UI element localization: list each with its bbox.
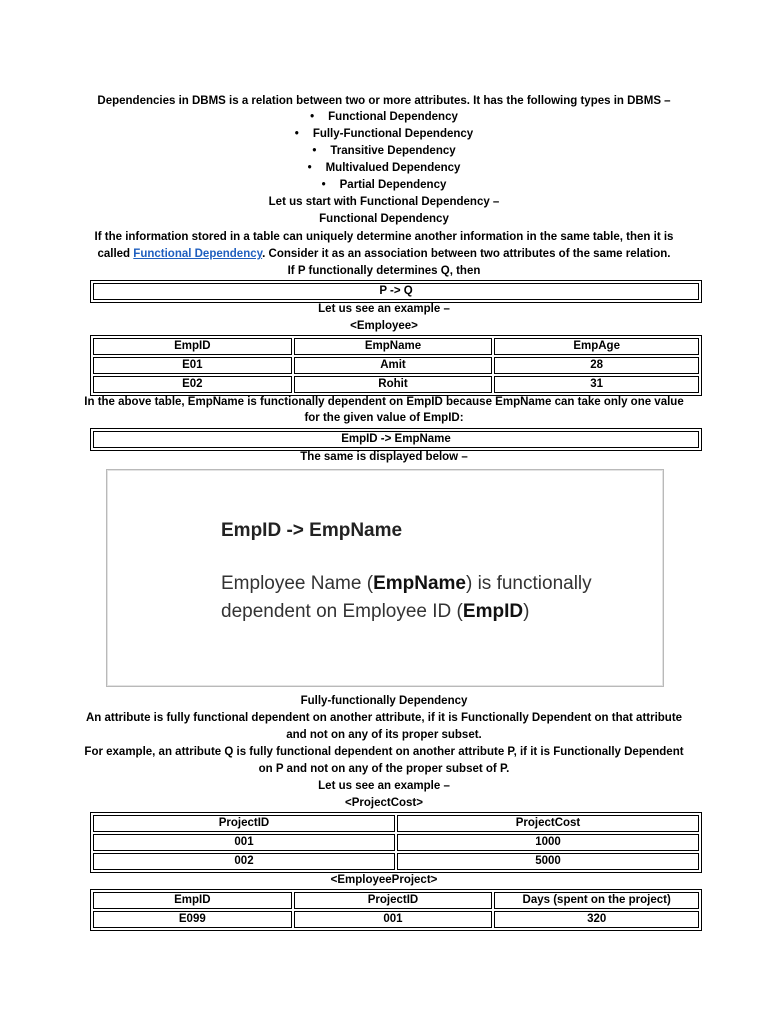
start-line: Let us start with Functional Dependency – bbox=[268, 196, 500, 208]
table-header-cell: EmpAge bbox=[494, 338, 699, 355]
table-row bbox=[93, 853, 699, 870]
list-item: • Transitive Dependency bbox=[312, 145, 456, 157]
text-span: ) bbox=[523, 601, 530, 622]
employeeproject-table bbox=[90, 889, 702, 931]
table-cell: 5000 bbox=[397, 853, 699, 870]
pq-cell: P -> Q bbox=[93, 283, 699, 300]
if-p-line: If P functionally determines Q, then bbox=[287, 265, 481, 277]
table-cell: Rohit bbox=[294, 376, 493, 393]
table-cell: 002 bbox=[93, 853, 395, 870]
table-header-row bbox=[93, 338, 699, 355]
example-line: Let us see an example – bbox=[318, 780, 450, 792]
fd-paragraph-line2 bbox=[60, 246, 708, 263]
example-line: Let us see an example – bbox=[318, 303, 450, 315]
text-span: Employee Name ( bbox=[221, 573, 374, 594]
table-header-cell: ProjectID bbox=[93, 815, 395, 832]
list-item: • Functional Dependency bbox=[310, 111, 458, 123]
list-item-label: Functional Dependency bbox=[328, 111, 458, 123]
list-item: • Multivalued Dependency bbox=[307, 162, 461, 174]
table-header-cell: EmpID bbox=[93, 892, 292, 909]
text-span: ) is functionally bbox=[465, 573, 592, 594]
table-cell: 31 bbox=[494, 376, 699, 393]
table-header-cell: EmpID bbox=[93, 338, 292, 355]
image-line2 bbox=[221, 601, 529, 623]
list-item-label: Multivalued Dependency bbox=[325, 162, 461, 174]
table-cell: E099 bbox=[93, 911, 292, 928]
projectcost-table bbox=[90, 812, 702, 873]
list-item: • Partial Dependency bbox=[321, 179, 447, 191]
table-row bbox=[93, 376, 699, 393]
empid-box bbox=[90, 428, 702, 451]
table-row bbox=[93, 357, 699, 374]
fully-paragraph-line2: and not on any of its proper subset. bbox=[286, 729, 482, 741]
image-title: EmpID -> EmpName bbox=[221, 520, 403, 541]
projectcost-table-label: <ProjectCost> bbox=[345, 797, 423, 809]
empid-cell: EmpID -> EmpName bbox=[93, 431, 699, 448]
fd-paragraph-line1: If the information stored in a table can uniquely determine another information in the same table, then it is bbox=[94, 231, 674, 243]
table-cell: 001 bbox=[294, 911, 493, 928]
list-item: • Fully-Functional Dependency bbox=[294, 128, 474, 140]
text-span: called bbox=[97, 248, 134, 260]
employeeproject-table-label: <EmployeeProject> bbox=[330, 874, 438, 886]
table-header-cell: ProjectCost bbox=[397, 815, 699, 832]
pq-box bbox=[90, 280, 702, 303]
list-item-label: Fully-Functional Dependency bbox=[312, 128, 474, 140]
list-item-label: Partial Dependency bbox=[339, 179, 447, 191]
text-span-bold: EmpID bbox=[462, 601, 524, 622]
table-header-cell: Days (spent on the project) bbox=[494, 892, 699, 909]
table-header-cell: EmpName bbox=[294, 338, 493, 355]
text-span: . Consider it as an association between two attributes of the same relation. bbox=[262, 248, 671, 260]
image-line1 bbox=[221, 573, 592, 595]
text-span: dependent on Employee ID ( bbox=[221, 601, 463, 622]
above-paragraph-line1: In the above table, EmpName is functionally dependent on EmpID because EmpName can take only one value bbox=[84, 396, 684, 408]
text-span-bold: EmpName bbox=[373, 573, 466, 594]
table-header-row bbox=[93, 815, 699, 832]
list-item-label: Transitive Dependency bbox=[330, 145, 456, 157]
functional-dependency-link[interactable]: Functional Dependency bbox=[133, 248, 263, 260]
table-cell: 28 bbox=[494, 357, 699, 374]
above-paragraph-line2: for the given value of EmpID: bbox=[304, 412, 464, 424]
same-displayed-line: The same is displayed below – bbox=[300, 451, 468, 463]
table-row bbox=[93, 911, 699, 928]
table-cell: E02 bbox=[93, 376, 292, 393]
table-cell: E01 bbox=[93, 357, 292, 374]
fully-paragraph-line1: An attribute is fully functional dependent on another attribute, if it is Functionally Dependent on that attribute bbox=[85, 712, 683, 724]
fully-heading: Fully-functionally Dependency bbox=[300, 695, 468, 707]
table-header-row bbox=[93, 892, 699, 909]
fd-heading: Functional Dependency bbox=[319, 213, 449, 225]
table-cell: Amit bbox=[294, 357, 493, 374]
table-cell: 320 bbox=[494, 911, 699, 928]
employee-table bbox=[90, 335, 702, 396]
intro-text: Dependencies in DBMS is a relation between two or more attributes. It has the following types in DBMS – bbox=[97, 95, 671, 107]
employee-table-label: <Employee> bbox=[350, 320, 418, 332]
table-cell: 001 bbox=[93, 834, 395, 851]
fully-paragraph-line4: on P and not on any of the proper subset of P. bbox=[258, 763, 510, 775]
table-cell: 1000 bbox=[397, 834, 699, 851]
fully-paragraph-line3: For example, an attribute Q is fully functional dependent on another attribute P, if it is Functionally Dependent bbox=[84, 746, 684, 758]
table-header-cell: ProjectID bbox=[294, 892, 493, 909]
dependency-illustration-image bbox=[106, 469, 664, 687]
table-row bbox=[93, 834, 699, 851]
